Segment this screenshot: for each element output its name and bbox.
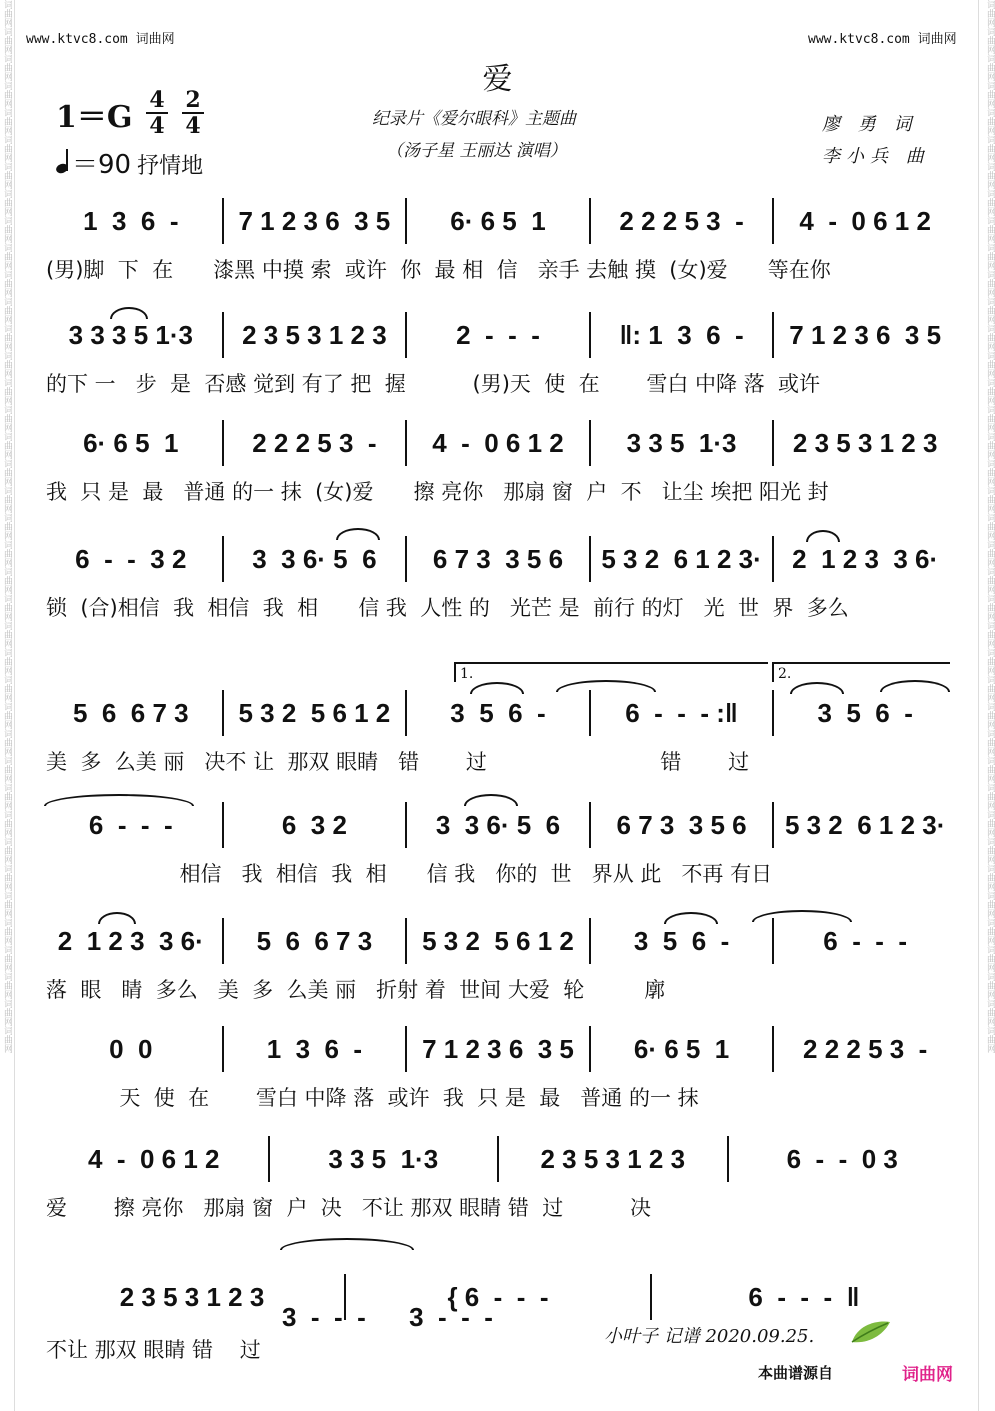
measure: 7 1 2 3 6 3 5 xyxy=(238,205,391,236)
slur xyxy=(110,307,148,319)
lyric-line: 天 使 在 雪白 中降 落 或许 我 只 是 最 普通 的一 抹 xyxy=(46,1086,699,1110)
measure: 6 - - - xyxy=(823,925,908,956)
measure: 6· 6 5 1 xyxy=(83,427,179,458)
watermark-left: 词曲网词曲网词曲网词曲网词曲网词曲网词曲网词曲网词曲网词曲网词曲网词曲网词曲网词曲网词曲网词曲网词曲网词曲网词曲网词曲网词曲网词曲网词曲网词曲网词曲网词曲网词曲网词曲网词曲网词曲网词曲网词曲网词曲网词曲网词曲网词曲网词曲网词曲网词曲网 xyxy=(2,0,12,1053)
barline xyxy=(405,420,407,466)
lyric-line: 美 多 么美 丽 决不 让 那双 眼睛 错 过 错 过 xyxy=(46,750,750,774)
subtitle: 纪录片《爱尔眼科》主题曲 xyxy=(372,109,576,129)
watermark-right: 词曲网词曲网词曲网词曲网词曲网词曲网词曲网词曲网词曲网词曲网词曲网词曲网词曲网词曲网词曲网词曲网词曲网词曲网词曲网词曲网词曲网词曲网词曲网词曲网词曲网词曲网词曲网词曲网词曲网词曲网词曲网词曲网词曲网词曲网词曲网词曲网词曲网词曲网词曲网 xyxy=(985,0,995,1053)
final-chord-lower: 3 - - - 3 - - - xyxy=(282,1301,493,1332)
time-signature-4-4 xyxy=(146,88,168,138)
barline xyxy=(589,312,591,358)
measure: 5 3 2 5 6 1 2 xyxy=(422,925,574,956)
measure: 4 - 0 6 1 2 xyxy=(87,1143,220,1174)
measure: 3 3 5 1·3 xyxy=(626,427,737,458)
barline xyxy=(405,1026,407,1072)
source-brand-link[interactable]: 词曲网 xyxy=(902,1365,953,1385)
lyric-line: 我 只 是 最 普通 的一 抹 (女)爱 擦 亮你 那扇 窗 户 不 让尘 埃把 阳光 封 xyxy=(46,480,829,504)
lyric-line: 相信 我 相信 我 相 信 我 你的 世 界从 此 不再 有日 xyxy=(46,862,773,886)
volta-2: 2. xyxy=(772,662,950,682)
barline xyxy=(589,802,591,848)
measure: ‖: 1 3 6 - xyxy=(619,319,744,350)
barline xyxy=(222,312,224,358)
barline xyxy=(405,198,407,244)
lyric-line: 的下 一 步 是 否感 觉到 有了 把 握 (男)天 使 在 雪白 中降 落 或许 xyxy=(46,372,821,396)
measure: 6· 6 5 1 xyxy=(633,1033,730,1064)
barline xyxy=(405,312,407,358)
measure: 5 3 2 5 6 1 2 xyxy=(238,697,391,728)
measure: 7 1 2 3 6 3 5 xyxy=(422,1033,574,1064)
barline xyxy=(772,802,774,848)
leaf-icon xyxy=(848,1316,894,1346)
composer-credit: 李小兵 曲 xyxy=(822,146,930,167)
barline xyxy=(405,690,407,736)
page-edge-left xyxy=(14,0,15,1411)
measure: 4 - 0 6 1 2 xyxy=(799,205,931,236)
lyricist-credit: 廖 勇 词 xyxy=(822,114,918,135)
measure: 2 1 2 3 3 6· xyxy=(792,543,939,574)
measure: 2 - - - xyxy=(456,319,540,350)
barline xyxy=(589,420,591,466)
slur xyxy=(790,682,844,694)
lyric-line: (男)脚 下 在 漆黑 中摸 索 或许 你 最 相 信 亲手 去触 摸 (女)爱 等在你 xyxy=(46,258,831,282)
barline xyxy=(589,536,591,582)
time-num: 4 xyxy=(149,87,165,113)
barline xyxy=(589,918,591,964)
measure: 2 2 2 5 3 - xyxy=(619,205,744,236)
measure: 2 2 2 5 3 - xyxy=(252,427,377,458)
slur xyxy=(280,1238,414,1250)
time-den: 4 xyxy=(149,113,165,139)
measure: 6 3 2 xyxy=(281,809,347,840)
measure: { 6 - - - xyxy=(447,1281,549,1312)
measure: 4 - 0 6 1 2 xyxy=(432,427,564,458)
measure: 2 3 5 3 1 2 3 xyxy=(242,319,387,350)
mood-marking: 抒情地 xyxy=(137,154,204,179)
lyric-line: 爱 擦 亮你 那扇 窗 户 决 不让 那双 眼睛 错 过 决 xyxy=(46,1196,651,1220)
barline xyxy=(727,1136,729,1182)
measure: 3 3 5 1·3 xyxy=(328,1143,439,1174)
barline xyxy=(405,536,407,582)
measure: 2 3 5 3 1 2 3 xyxy=(119,1281,265,1312)
measure: 2 3 5 3 1 2 3 xyxy=(792,427,938,458)
source-label: 本曲谱源自 xyxy=(758,1364,834,1382)
measure: 1 3 6 - xyxy=(266,1033,363,1064)
barline xyxy=(222,420,224,466)
measure: 6 - - 3 2 xyxy=(75,543,187,574)
tempo-value: ＝90 xyxy=(72,150,132,180)
barline xyxy=(222,802,224,848)
barline xyxy=(222,536,224,582)
barline xyxy=(589,1026,591,1072)
slur xyxy=(806,530,840,542)
barline xyxy=(405,918,407,964)
slur xyxy=(336,528,380,540)
barline xyxy=(772,312,774,358)
measure: 2 3 5 3 1 2 3 xyxy=(540,1143,686,1174)
measure: 5 3 2 6 1 2 3· xyxy=(784,809,946,840)
barline xyxy=(772,420,774,466)
header-url-right[interactable]: www.ktvc8.com 词曲网 xyxy=(808,32,957,47)
notation-line xyxy=(46,916,950,966)
quarter-note-icon xyxy=(56,149,72,175)
measure: 3 3 6· 5 6 xyxy=(435,809,561,840)
barline xyxy=(405,802,407,848)
tempo-marking xyxy=(56,144,203,181)
barline xyxy=(772,1026,774,1072)
barline xyxy=(772,198,774,244)
time-signature-2-4 xyxy=(182,88,204,138)
measure: 6 - - - xyxy=(88,809,173,840)
notation-line xyxy=(46,800,950,850)
notation-line xyxy=(46,688,950,738)
slur xyxy=(464,794,518,806)
barline xyxy=(222,918,224,964)
notation-line xyxy=(46,310,950,360)
measure: 0 0 xyxy=(109,1033,153,1064)
header-url-left[interactable]: www.ktvc8.com 词曲网 xyxy=(26,32,175,47)
barline xyxy=(497,1136,499,1182)
slur xyxy=(98,912,136,924)
barline xyxy=(650,1274,652,1320)
measure: 6 - - 0 3 xyxy=(786,1143,898,1174)
measure: 3 3 3 5 1·3 xyxy=(68,319,193,350)
slur xyxy=(44,794,194,806)
notation-line xyxy=(46,418,950,468)
slur xyxy=(664,912,718,924)
measure: 6 7 3 3 5 6 xyxy=(616,809,747,840)
key-signature: 1＝G xyxy=(56,100,133,135)
measure: 7 1 2 3 6 3 5 xyxy=(789,319,942,350)
slur xyxy=(752,910,852,922)
transcriber-signoff: 小叶子 记谱 2020.09.25. xyxy=(604,1326,815,1347)
barline xyxy=(222,690,224,736)
measure: 5 3 2 6 1 2 3· xyxy=(601,543,762,574)
measure: 5 6 6 7 3 xyxy=(72,697,189,728)
measure: 6 - - - ‖ xyxy=(748,1281,860,1312)
notation-line xyxy=(46,196,950,246)
measure: 2 2 2 5 3 - xyxy=(803,1033,928,1064)
measure: 1 3 6 - xyxy=(83,205,179,236)
barline xyxy=(222,1026,224,1072)
lyric-line: 落 眼 睛 多么 美 多 么美 丽 折射 着 世间 大爱 轮 廓 xyxy=(46,978,666,1002)
notation-line xyxy=(46,1024,950,1074)
measure: 6 7 3 3 5 6 xyxy=(432,543,564,574)
volta-1: 1. xyxy=(454,662,768,682)
measure: 3 5 6 - xyxy=(633,925,730,956)
time-den: 4 xyxy=(185,113,201,139)
measure: 5 6 6 7 3 xyxy=(256,925,373,956)
measure: 6· 6 5 1 xyxy=(450,205,546,236)
measure: 3 3 6· 5 6 xyxy=(252,543,377,574)
page-edge-right xyxy=(978,0,979,1411)
measure: 2 1 2 3 3 6· xyxy=(57,925,204,956)
barline xyxy=(589,690,591,736)
barline xyxy=(772,536,774,582)
barline xyxy=(589,198,591,244)
barline xyxy=(268,1136,270,1182)
barline xyxy=(222,198,224,244)
song-title: 爱 xyxy=(482,62,513,97)
barline xyxy=(772,690,774,736)
measure: 3 5 6 - xyxy=(450,697,546,728)
singers: （汤子星 王丽达 演唱） xyxy=(386,141,567,161)
measure: 6 - - - :‖ xyxy=(625,697,738,728)
notation-line xyxy=(46,1134,950,1184)
lyric-line: 不让 那双 眼睛 错 过 xyxy=(46,1338,261,1362)
slur xyxy=(470,682,524,694)
lyric-line: 锁 (合)相信 我 相信 我 相 信 我 人性 的 光芒 是 前行 的灯 光 世 界 多么 xyxy=(46,596,849,620)
time-num: 2 xyxy=(185,87,201,113)
barline xyxy=(772,918,774,964)
measure: 3 5 6 - xyxy=(817,697,913,728)
